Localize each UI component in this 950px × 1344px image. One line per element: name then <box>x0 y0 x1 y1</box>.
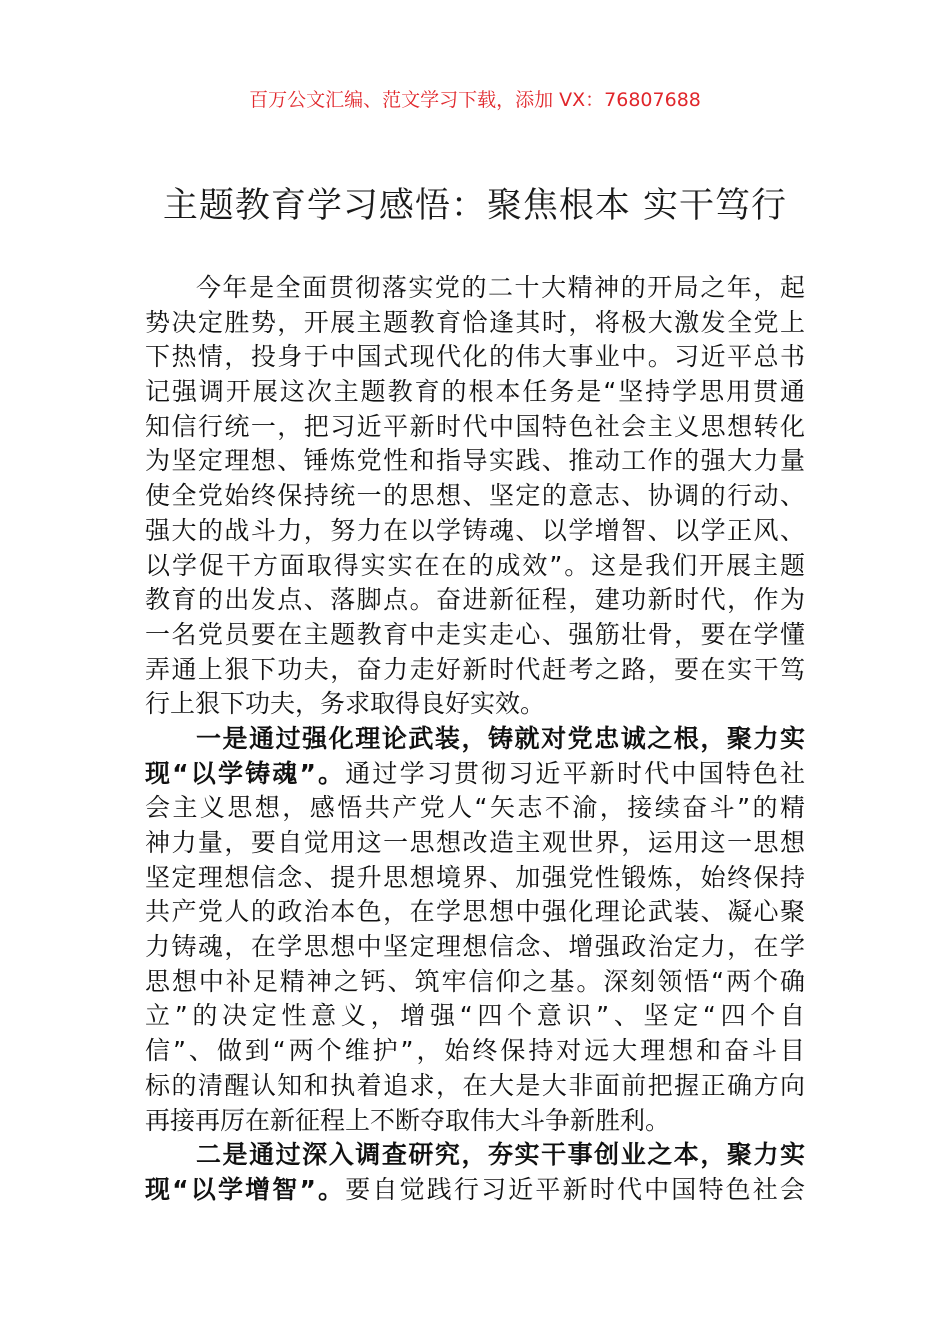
text-line <box>145 1069 805 1104</box>
body-text: 标的清醒认知和执着追求，在大是大非面前把握正确方向 <box>145 1070 805 1100</box>
text-line <box>145 653 805 688</box>
text-line <box>145 930 805 965</box>
text-line <box>145 895 805 930</box>
body-text: 为坚定理想、锤炼党性和指导实践、推动工作的强大力量 <box>145 446 805 476</box>
body-text: 强大的战斗力，努力在以学铸魂、以学增智、以学正风、 <box>145 515 805 545</box>
text-line <box>145 1173 805 1208</box>
body-text: 记强调开展这次主题教育的根本任务是“坚持学思用贯通 <box>145 377 805 407</box>
text-line <box>145 375 805 410</box>
body-text: 使全党始终保持统一的思想、坚定的意志、协调的行动、 <box>145 481 805 511</box>
body-text: 通过学习贯彻习近平新时代中国特色社 <box>345 758 805 788</box>
text-line <box>145 549 805 584</box>
paragraph <box>145 1138 805 1207</box>
text-line <box>145 583 805 618</box>
body-text: 坚定理想信念、提升思想境界、加强党性锻炼，始终保持 <box>145 862 805 892</box>
text-line <box>145 271 805 306</box>
body-text: 要自觉践行习近平新时代中国特色社会 <box>345 1174 805 1204</box>
text-line <box>145 618 805 653</box>
body-text: 知信行统一，把习近平新时代中国特色社会主义思想转化 <box>145 411 805 441</box>
bold-heading-text: 现“以学铸魂”。 <box>145 758 346 788</box>
body-text: 行上狠下功夫，务求取得良好实效。 <box>145 689 546 719</box>
text-line <box>145 514 805 549</box>
text-line <box>145 479 805 514</box>
text-line <box>145 999 805 1034</box>
text-line <box>145 861 805 896</box>
watermark-header: 百万公文汇编、范文学习下载，添加 VX：76807688 <box>249 89 701 111</box>
body-text: 以学促干方面取得实实在在的成效”。这是我们开展主题 <box>145 550 805 580</box>
text-line <box>145 826 805 861</box>
body-text: 弄通上狠下功夫，奋力走好新时代赶考之路，要在实干笃 <box>145 654 805 684</box>
body-text: 神力量，要自觉用这一思想改造主观世界，运用这一思想 <box>145 828 805 857</box>
body-text: 信”、做到“两个维护”，始终保持对远大理想和奋斗目 <box>145 1036 805 1066</box>
text-line <box>145 1104 805 1139</box>
text-line <box>145 444 805 479</box>
text-line <box>145 1034 805 1069</box>
body-text: 再接再厉在新征程上不断夺取伟大斗争新胜利。 <box>145 1105 671 1135</box>
text-line <box>145 1138 805 1173</box>
body-text: 势决定胜势，开展主题教育恰逢其时，将极大激发全党上 <box>145 307 805 337</box>
bold-heading-text: 二是通过深入调查研究，夯实干事创业之本，聚力实 <box>196 1140 805 1170</box>
body-text: 下热情，投身于中国式现代化的伟大事业中。习近平总书 <box>145 342 805 372</box>
paragraph <box>145 722 805 1138</box>
text-line <box>145 340 805 375</box>
text-line <box>145 722 805 757</box>
document-body <box>145 271 805 1208</box>
body-text: 教育的出发点、落脚点。奋进新征程，建功新时代，作为 <box>145 585 805 615</box>
body-text: 思想中补足精神之钙、筑牢信仰之基。深刻领悟“两个确 <box>145 966 805 996</box>
text-line <box>145 410 805 445</box>
body-text: 一名党员要在主题教育中走实走心、强筋壮骨，要在学懂 <box>145 619 805 649</box>
paragraph <box>145 271 805 722</box>
body-text: 今年是全面贯彻落实党的二十大精神的开局之年，起 <box>196 273 805 302</box>
document-title: 主题教育学习感悟：聚焦根本 实干笃行 <box>162 186 788 226</box>
text-line <box>145 757 805 792</box>
body-text: 会主义思想，感悟共产党人“矢志不渝，接续奋斗”的精 <box>145 793 805 823</box>
text-line <box>145 965 805 1000</box>
body-text: 共产党人的政治本色，在学思想中强化理论武装、凝心聚 <box>145 897 805 927</box>
text-line <box>145 306 805 341</box>
text-line <box>145 791 805 826</box>
bold-heading-text: 现“以学增智”。 <box>145 1174 346 1204</box>
text-line <box>145 687 805 722</box>
body-text: 力铸魂，在学思想中坚定理想信念、增强政治定力，在学 <box>145 932 805 962</box>
bold-heading-text: 一是通过强化理论武装，铸就对党忠诚之根，聚力实 <box>196 723 805 753</box>
body-text: 立”的决定性意义，增强“四个意识”、坚定“四个自 <box>145 1001 805 1031</box>
